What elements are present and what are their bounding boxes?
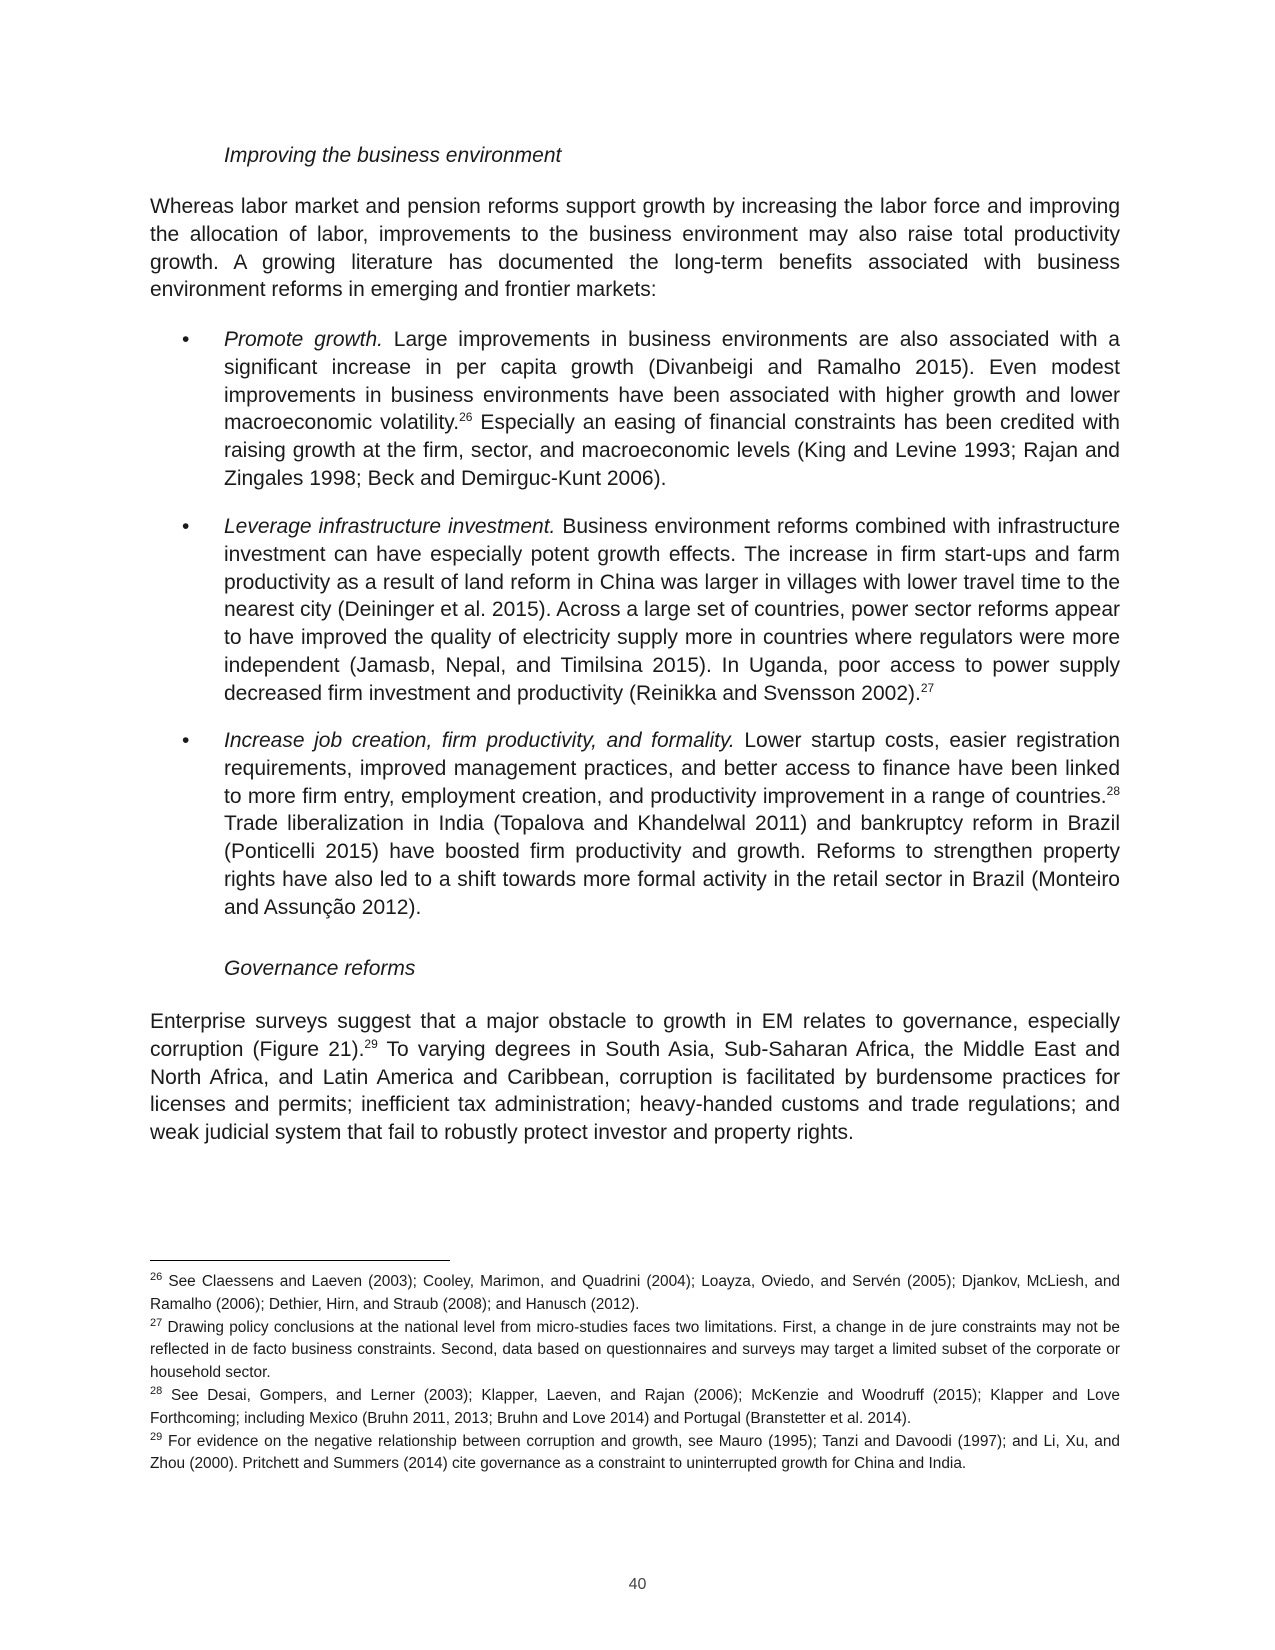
footnotes-section [150, 1271, 1120, 1476]
bullet-icon: • [182, 515, 190, 538]
bullet-icon: • [182, 729, 190, 752]
bullet-lead: Leverage infrastructure investment. [224, 515, 556, 538]
footnote-27 [150, 1317, 1120, 1385]
footnote-number: 28 [150, 1384, 163, 1397]
footnote-28 [150, 1385, 1120, 1431]
footnote-text: See Claessens and Laeven (2003); Cooley, Marimon, and Quadrini (2004); Loayza, Oviedo, and Servén (2005); Djankov, McLiesh, and Ramalho (2006); Dethier, Hirn, and Straub (2008); and Hanusch (2012). [150, 1273, 1120, 1313]
footnote-ref[interactable]: 29 [364, 1036, 378, 1051]
footnote-29 [150, 1431, 1120, 1477]
footnote-text: See Desai, Gompers, and Lerner (2003); Klapper, Laeven, and Rajan (2006); McKenzie and Woodruff (2015); Klapper and Love Forthcoming; including Mexico (Bruhn 2011, 2013; Bruhn and Love 2014) and Portugal (Branstetter et al. 2014). [150, 1386, 1120, 1427]
bullet-icon: • [182, 328, 190, 351]
section-heading-business-environment: Improving the business environment [224, 144, 562, 167]
section-heading-governance: Governance reforms [224, 957, 416, 980]
bullet-text [224, 727, 1120, 922]
footnote-ref[interactable]: 27 [920, 680, 935, 695]
governance-paragraph [150, 1008, 1120, 1147]
bullet-body-cont: Especially an easing of financial constraints has been credited with raising growth at the firm, sector, and macroeconomic levels (King and Levine 1993; Rajan and Zingales 1998; Beck and Demirguc-Kunt 2006). [224, 411, 1120, 490]
bullet-body: Business environment reforms combined with infrastructure investment can have especially potent growth effects. The increase in firm start-ups and farm productivity as a result of land reform in China was larger in villages with lower travel time to the nearest city (Deininger et al. 2015). Across a large set of countries, power sector reforms appear to have improved the quality of electricity supply more in countries where regulators were more independent (Jamasb, Nepal, and Timilsina 2015). In Uganda, poor access to power supply decreased firm investment and productivity (Reinikka and Svensson 2002). [224, 515, 1120, 705]
footnote-number: 27 [150, 1316, 163, 1329]
intro-paragraph: Whereas labor market and pension reforms support growth by increasing the labor force and improving the allocation of labor, improvements to the business environment may also raise total productivity growth. A growing literature has documented the long-term benefits associated with business environment reforms in emerging and frontier markets: [150, 195, 1120, 302]
governance-text-cont: To varying degrees in South Asia, Sub-Saharan Africa, the Middle East and North Africa, and Latin America and Caribbean, corruption is facilitated by burdensome practices for licenses and permits; inefficient tax administration; heavy-handed customs and trade regulations; and weak judicial system that fail to robustly protect investor and property rights. [150, 1037, 1120, 1145]
footnote-text: For evidence on the negative relationship between corruption and growth, see Mauro (1995); Tanzi and Davoodi (1997); and Li, Xu, and Zhou (2000). Pritchett and Summers (2014) cite governance as a constraint to uninterrupted growth for China and India. [150, 1432, 1120, 1473]
governance-text: Enterprise surveys suggest that a major obstacle to growth in EM relates to governance, especially corruption (Figure 21). [150, 1010, 1120, 1061]
bullet-lead: Promote growth. [224, 328, 384, 351]
footnote-number: 29 [150, 1430, 163, 1443]
footnote-ref[interactable]: 28 [1106, 783, 1120, 798]
footnote-text: Drawing policy conclusions at the national level from micro-studies faces two limitations. First, a change in de jure constraints may not be reflected in de facto business constraints. Second, data based on questionnaires and surveys may target a limited subset of the corporate or household sector. [150, 1318, 1120, 1382]
bullet-body: Lower startup costs, easier registration requirements, improved management practices, and better access to finance have been linked to more firm entry, employment creation, and productivity improvement in a range of countries. [224, 729, 1120, 808]
bullet-text [224, 513, 1120, 708]
footnote-divider [150, 1260, 450, 1261]
bullet-body: Large improvements in business environments are also associated with a significant increase in per capita growth (Divanbeigi and Ramalho 2015). Even modest improvements in business environments have been associated with higher growth and lower macroeconomic volatility. [224, 328, 1120, 435]
bullet-lead: Increase job creation, firm productivity, and formality. [224, 729, 735, 752]
page-number: 40 [628, 1576, 647, 1593]
bullet-text [224, 326, 1120, 493]
footnote-ref[interactable]: 26 [459, 410, 473, 425]
footnote-number: 26 [150, 1270, 163, 1283]
footnote-26 [150, 1271, 1120, 1317]
bullet-body-cont: Trade liberalization in India (Topalova and Khandelwal 2011) and bankruptcy reform in Brazil (Ponticelli 2015) have boosted firm productivity and growth. Reforms to strengthen property rights have also led to a shift towards more formal activity in the retail sector in Brazil (Monteiro and Assunção 2012). [224, 812, 1120, 919]
